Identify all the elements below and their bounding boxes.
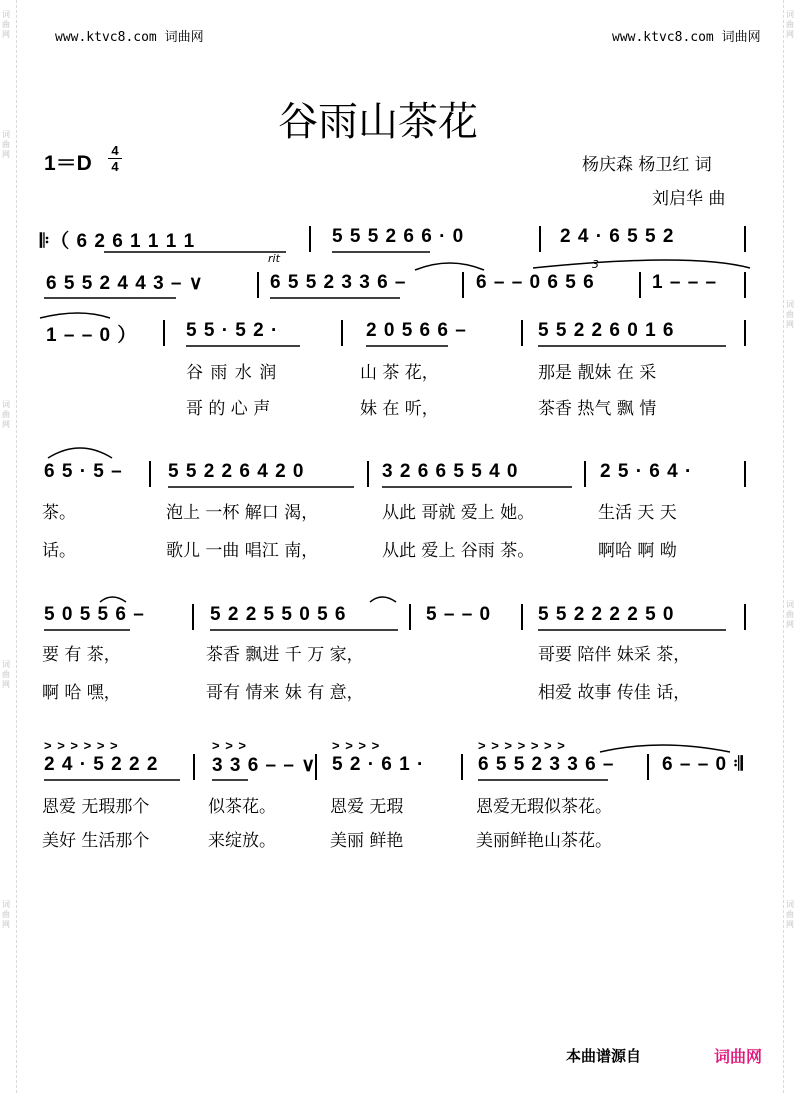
- bar-lines: [150, 226, 745, 780]
- slur: [533, 260, 750, 268]
- lyric-line-1: 那是 靓妹 在 采: [538, 363, 657, 383]
- measure-notes: 5 5 2 2 6 4 2 0: [168, 461, 305, 482]
- lyric-line-1: 恩爱无瑕似茶花。: [476, 797, 612, 817]
- measure-notes: 5 2 · 6 1 ·: [332, 754, 425, 775]
- lyric-line-2: 美丽 鲜艳: [330, 831, 404, 851]
- measure-notes: 2 5 · 6 4 ·: [600, 461, 693, 482]
- lyric-line-1: 哥要 陪伴 妹采 茶，: [538, 645, 691, 665]
- watermark-text: 词 曲 网: [786, 600, 794, 629]
- key-signature: 1＝D: [44, 152, 92, 175]
- slur: [100, 597, 126, 602]
- song-title: 谷雨山茶花: [278, 99, 478, 145]
- lyric-line-2: 歌儿 一曲 唱江 南，: [166, 541, 319, 561]
- lyric-line-1: 从此 哥就 爱上 她。: [382, 503, 535, 523]
- watermark-text: 词 曲 网: [786, 900, 794, 929]
- measure-notes: 6 5 5 2 4 4 3 – ∨: [46, 273, 204, 294]
- measure-notes: 6 – – 0 𝄇: [662, 754, 744, 775]
- measure-notes: 6 5 5 2 3 3 6 –: [478, 754, 615, 775]
- measure-notes: 2 4 · 6 5 5 2: [560, 226, 675, 247]
- measure-notes: 6 5 · 5 –: [44, 461, 123, 482]
- triplet-marking: 3: [592, 258, 599, 271]
- slur: [40, 313, 110, 318]
- slur: [48, 448, 112, 458]
- lyric-line-2: 来绽放。: [208, 831, 276, 851]
- lyric-line-1: 生活 天 天: [598, 503, 677, 523]
- measure-notes: 3 3 6 – – ∨: [212, 755, 317, 776]
- lyric-line-1: 似茶花。: [208, 797, 276, 817]
- lyric-line-1: 要 有 茶，: [42, 645, 121, 665]
- lyric-line-1: 山 茶 花，: [360, 363, 439, 383]
- lyric-line-2: 哥有 情来 妹 有 意，: [206, 683, 364, 703]
- lyric-line-2: 美丽鲜艳山茶花。: [476, 831, 612, 851]
- lyric-line-1: 恩爱 无瑕: [330, 797, 404, 817]
- accent-marks: > > > >: [332, 738, 381, 753]
- rit-marking: rit: [268, 252, 280, 265]
- lyric-line-2: 啊 哈 嘿，: [42, 683, 121, 703]
- lyric-line-2: 妹 在 听，: [360, 399, 439, 419]
- header-site-left[interactable]: www.ktvc8.com 词曲网: [55, 30, 204, 45]
- measure-notes: 5 5 2 2 6 0 1 6: [538, 320, 675, 341]
- measure-notes: 5 2 2 5 5 0 5 6: [210, 604, 347, 625]
- watermark-text: 词 曲 网: [2, 660, 10, 689]
- measure-notes: 2 0 5 6 6 –: [366, 320, 467, 341]
- lyric-line-1: 谷 雨 水 润: [186, 363, 277, 383]
- measure-notes: 2 4 · 5 2 2 2: [44, 754, 159, 775]
- lyric-line-2: 啊哈 啊 呦: [598, 541, 677, 561]
- slur: [415, 263, 484, 270]
- lyric-line-1: 泡上 一杯 解口 渴，: [166, 503, 319, 523]
- measure-notes: 5 – – 0: [426, 604, 492, 625]
- measure-notes: 5 5 5 2 6 6 · 0: [332, 226, 465, 247]
- lyricist-credit: 杨庆森 杨卫红 词: [582, 155, 712, 175]
- accent-marks: > > >: [212, 738, 247, 753]
- slur: [370, 597, 396, 602]
- accent-marks: > > > > > >: [44, 738, 119, 753]
- header-site-right[interactable]: www.ktvc8.com 词曲网: [612, 30, 761, 45]
- measure-notes: 5 5 · 5 2 ·: [186, 320, 279, 341]
- lyric-line-2: 哥 的 心 声: [186, 399, 271, 419]
- watermark-text: 词 曲 网: [786, 300, 794, 329]
- lyric-line-2: 从此 爱上 谷雨 茶。: [382, 541, 535, 561]
- watermark-text: 词 曲 网: [786, 10, 794, 39]
- measure-notes: 1 – – 0 ）: [46, 325, 138, 346]
- lyric-line-2: 美好 生活那个: [42, 831, 150, 851]
- composer-credit: 刘启华 曲: [652, 189, 726, 209]
- measure-notes: 1 – – –: [652, 272, 718, 293]
- source-note: 本曲谱源自: [566, 1047, 642, 1065]
- lyric-line-2: 茶香 热气 飘 情: [538, 399, 657, 419]
- brand-link[interactable]: 词曲网: [714, 1047, 763, 1066]
- measure-notes: 𝄆（ 6 2 6 1 1 1 1: [40, 231, 196, 252]
- meter-bottom: 4: [111, 159, 119, 174]
- lyric-line-2: 话。: [42, 541, 76, 561]
- beam-underlines: [44, 252, 726, 780]
- lyric-line-2: 相爱 故事 传佳 话，: [538, 683, 691, 703]
- meter-top: 4: [111, 143, 119, 158]
- lyric-line-1: 茶。: [42, 503, 76, 523]
- slurs: [40, 260, 750, 752]
- measure-notes: 6 5 5 2 3 3 6 –: [270, 272, 407, 293]
- watermark-text: 词 曲 网: [2, 900, 10, 929]
- measure-notes: 5 5 2 2 2 2 5 0: [538, 604, 675, 625]
- watermark-text: 词 曲 网: [2, 130, 10, 159]
- watermark-text: 词 曲 网: [2, 400, 10, 429]
- measure-notes: 3 2 6 6 5 5 4 0: [382, 461, 519, 482]
- measure-notes: 6 – – 0 6 5 6: [476, 272, 595, 293]
- watermark-text: 词 曲 网: [2, 10, 10, 39]
- lyric-line-1: 恩爱 无瑕那个: [42, 797, 150, 817]
- slur: [600, 745, 730, 752]
- lyric-line-1: 茶香 飘进 千 万 家，: [206, 645, 364, 665]
- measure-notes: 5 0 5 5 6 –: [44, 604, 145, 625]
- accent-marks: > > > > > > >: [478, 738, 566, 753]
